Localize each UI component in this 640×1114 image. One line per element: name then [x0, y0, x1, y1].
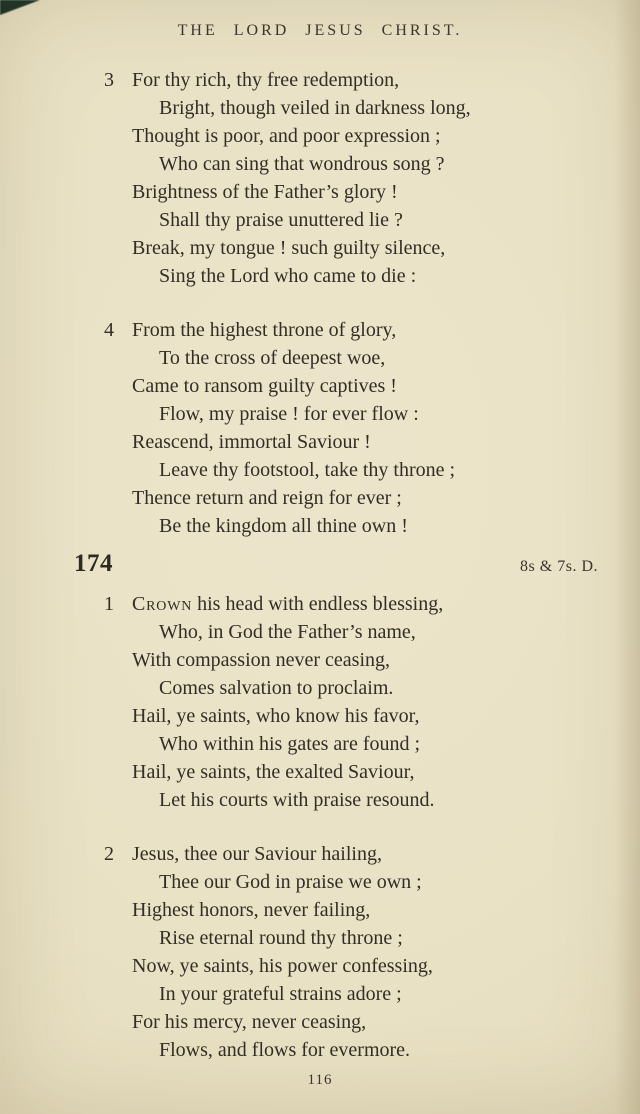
- verse-line: 4 From the highest throne of glory,: [132, 316, 610, 344]
- verse-line: Flow, my praise ! for ever flow :: [159, 403, 419, 425]
- verse-number: 3: [104, 69, 114, 91]
- verse-line: To the cross of deepest woe,: [159, 347, 386, 369]
- verse-line: Rise eternal round thy throne ;: [159, 927, 403, 949]
- verse-line: Hail, ye saints, who know his favor,: [132, 705, 420, 727]
- book-edge-corner: [0, 0, 40, 15]
- verse-line: Leave thy footstool, take thy throne ;: [159, 459, 456, 481]
- continued-hymn-verses: [0, 66, 640, 540]
- verse-line: Flows, and flows for evermore.: [159, 1039, 411, 1061]
- running-header: THE LORD JESUS CHRIST.: [177, 22, 463, 39]
- verse-line: Who, in God the Father’s name,: [159, 621, 416, 643]
- verse-line: Thought is poor, and poor expression ;: [132, 125, 441, 147]
- verse-line: Brightness of the Father’s glory !: [132, 181, 398, 203]
- hymn-verse: [104, 316, 610, 540]
- hymn-174-verses: [0, 590, 640, 1064]
- verse-number: 2: [104, 843, 114, 865]
- verse-line: Be the kingdom all thine own !: [159, 515, 408, 537]
- verse-line: 2 Jesus, thee our Saviour hailing,: [132, 840, 610, 868]
- verse-line: Who can sing that wondrous song ?: [159, 153, 445, 175]
- verse-number: 4: [104, 319, 114, 341]
- hymn-meter: 8s & 7s. D.: [520, 558, 598, 575]
- verse-line: Now, ye saints, his power confessing,: [132, 955, 433, 977]
- verse-line: Sing the Lord who came to die :: [159, 265, 417, 287]
- verse-line: Thee our God in praise we own ;: [159, 871, 422, 893]
- verse-line: Reascend, immortal Saviour !: [132, 431, 371, 453]
- hymn-verse: [104, 840, 610, 1064]
- lead-word-smallcaps: Crown: [132, 593, 193, 615]
- verse-line: Comes salvation to proclaim.: [159, 677, 394, 699]
- verse-number: 1: [104, 593, 114, 615]
- verse-line: For his mercy, never ceasing,: [132, 1011, 367, 1033]
- verse-line: 3 For thy rich, thy free redemption,: [132, 66, 610, 94]
- hymn-verse: [104, 66, 610, 290]
- hymn-heading: [74, 550, 598, 582]
- verse-line: Came to ransom guilty captives !: [132, 375, 397, 397]
- verse-line: Break, my tongue ! such guilty silence,: [132, 237, 446, 259]
- hymn-verse: [104, 590, 610, 814]
- hymn-number: 174: [74, 550, 113, 577]
- verse-line: Hail, ye saints, the exalted Saviour,: [132, 761, 415, 783]
- verse-line: Bright, though veiled in darkness long,: [159, 97, 471, 119]
- verse-line: Highest honors, never failing,: [132, 899, 371, 921]
- verse-line: 1 Crown his head with endless blessing,: [132, 590, 610, 618]
- verse-line: Thence return and reign for ever ;: [132, 487, 402, 509]
- verse-line: Who within his gates are found ;: [159, 733, 421, 755]
- page-number: 116: [307, 1072, 333, 1088]
- verse-line: Shall thy praise unuttered lie ?: [159, 209, 403, 231]
- verse-line: With compassion never ceasing,: [132, 649, 391, 671]
- verse-line: In your grateful strains adore ;: [159, 983, 402, 1005]
- verse-line: Let his courts with praise resound.: [159, 789, 435, 811]
